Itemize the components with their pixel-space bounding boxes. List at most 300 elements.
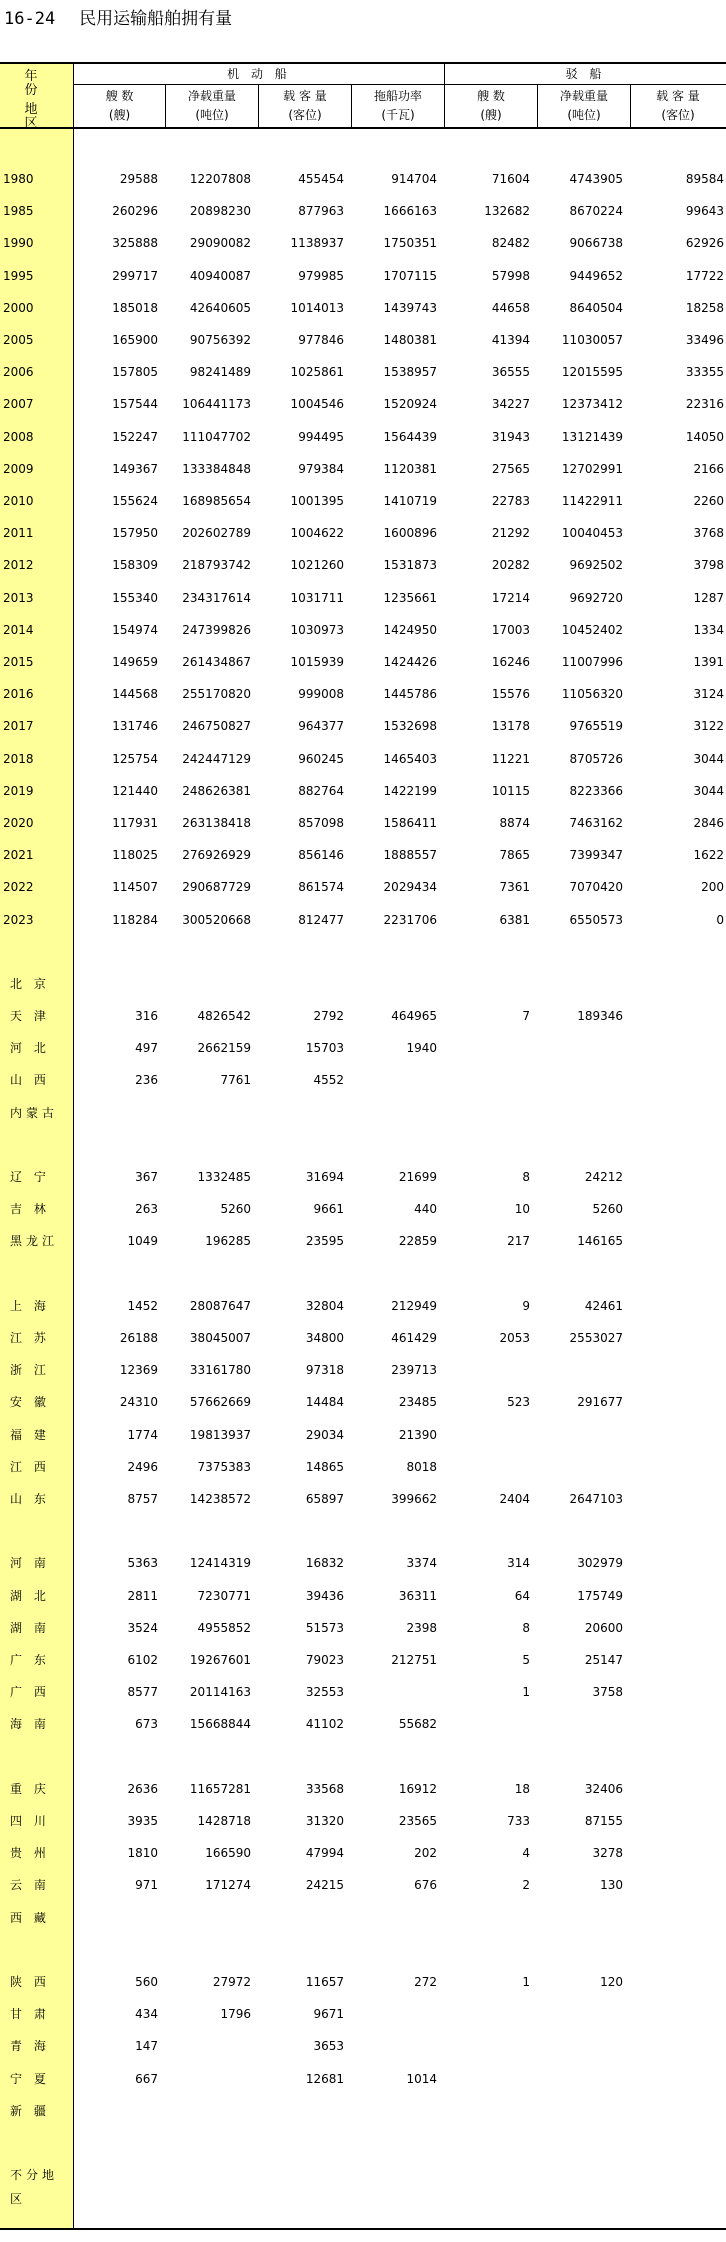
table-cell: 325888: [112, 236, 158, 250]
table-row: [0, 1165, 726, 1189]
table-cell: 1538957: [383, 365, 437, 379]
table-row: [0, 231, 726, 255]
table-cell: 97318: [305, 1363, 344, 1377]
table-cell: 1138937: [290, 236, 344, 250]
table-cell: 29034: [305, 1428, 344, 1442]
table-cell: 175749: [577, 1589, 623, 1603]
table-cell: 165900: [112, 333, 158, 347]
column-header-unit: (客位): [661, 108, 695, 122]
table-row: [0, 618, 726, 642]
table-cell: 2398: [406, 1621, 437, 1635]
table-cell: 276926929: [182, 848, 251, 862]
table-cell: 1014: [406, 2072, 437, 2086]
table-cell: 523: [507, 1395, 530, 1409]
table-cell: 999008: [298, 687, 344, 701]
table-cell: 154974: [112, 623, 158, 637]
table-cell: 9692720: [569, 591, 623, 605]
table-cell: 2792: [313, 1009, 344, 1023]
table-cell: 42461: [584, 1299, 623, 1313]
table-cell: 7361: [499, 880, 530, 894]
table-cell: 1015939: [290, 655, 344, 669]
table-row: [0, 199, 726, 223]
table-cell: 3653: [313, 2039, 344, 2053]
table-cell: 1796: [220, 2007, 251, 2021]
table-cell: 2553027: [569, 1331, 623, 1345]
table-top-border: [0, 62, 726, 64]
stub-header-region: 地 区: [24, 102, 52, 131]
column-header-name: 净载重量: [187, 89, 236, 103]
table-cell: 3374: [406, 1556, 437, 1570]
table-cell: 3758: [592, 1685, 623, 1699]
table-cell: 979985: [298, 269, 344, 283]
table-cell: 399662: [391, 1492, 437, 1506]
table-cell: 10115: [491, 784, 530, 798]
table-cell: 2662159: [197, 1041, 251, 1055]
table-cell: 2053: [499, 1331, 530, 1345]
row-label: 北 京: [10, 977, 50, 991]
row-label: 重 庆: [10, 1782, 50, 1796]
group-header-motor: 机 动 船: [227, 67, 291, 81]
row-label: 福 建: [10, 1428, 50, 1442]
table-cell: 21292: [491, 526, 530, 540]
table-cell: 20282: [491, 558, 530, 572]
row-label: 西 藏: [10, 1911, 50, 1925]
table-row: [0, 392, 726, 416]
table-cell: 255170820: [182, 687, 251, 701]
table-cell: 676: [414, 1878, 437, 1892]
table-cell: 118284: [112, 913, 158, 927]
table-cell: 6102: [127, 1653, 158, 1667]
table-cell: 120: [600, 1975, 623, 1989]
row-label: 1985: [3, 204, 34, 218]
table-cell: 149367: [112, 462, 158, 476]
table-cell: 1391: [693, 655, 724, 669]
table-cell: 1520924: [383, 397, 437, 411]
table-cell: 247399826: [182, 623, 251, 637]
row-label: 浙 江: [10, 1363, 50, 1377]
row-label: 天 津: [10, 1009, 50, 1023]
table-row: [0, 1712, 726, 1736]
table-cell: 34227: [491, 397, 530, 411]
row-label: 安 徽: [10, 1395, 50, 1409]
row-label: 山 东: [10, 1492, 50, 1506]
table-cell: 14484: [305, 1395, 344, 1409]
table-cell: 1531873: [383, 558, 437, 572]
table-cell: 118025: [112, 848, 158, 862]
table-cell: 19813937: [189, 1428, 251, 1442]
table-cell: 248626381: [182, 784, 251, 798]
row-label: 2000: [3, 301, 34, 315]
column-header-name: 净载重量: [559, 89, 608, 103]
table-cell: 461429: [391, 1331, 437, 1345]
table-cell: 464965: [391, 1009, 437, 1023]
table-cell: 3524: [127, 1621, 158, 1635]
table-cell: 979384: [298, 462, 344, 476]
column-header-name: 拖船功率: [373, 89, 422, 103]
table-cell: 39436: [305, 1589, 344, 1603]
table-cell: 11657281: [189, 1782, 251, 1796]
table-cell: 11657: [305, 1975, 344, 1989]
table-row: [0, 2002, 726, 2026]
table-row: [0, 167, 726, 191]
table-cell: 12373412: [561, 397, 623, 411]
table-cell: 168985654: [182, 494, 251, 508]
table-cell: 31943: [491, 430, 530, 444]
table-cell: 7230771: [197, 1589, 251, 1603]
table-row: [0, 2163, 726, 2206]
table-cell: 114507: [112, 880, 158, 894]
table-cell: 12681: [305, 2072, 344, 2086]
table-cell: 82482: [491, 236, 530, 250]
table-cell: 38045007: [189, 1331, 251, 1345]
table-cell: 111047702: [182, 430, 251, 444]
table-cell: 10: [514, 1202, 530, 1216]
table-cell: 17214: [491, 591, 530, 605]
table-cell: 8670224: [569, 204, 623, 218]
table-cell: 8757: [127, 1492, 158, 1506]
table-cell: 1334: [693, 623, 724, 637]
table-cell: 36311: [398, 1589, 437, 1603]
table-cell: 7399347: [569, 848, 623, 862]
table-cell: 8018: [406, 1460, 437, 1474]
table-cell: 1004622: [290, 526, 344, 540]
table-cell: 32804: [305, 1299, 344, 1313]
table-cell: 132682: [484, 204, 530, 218]
column-header-name: 艘 数: [477, 89, 505, 103]
table-cell: 21390: [398, 1428, 437, 1442]
table-cell: 12414319: [189, 1556, 251, 1570]
table-row: [0, 296, 726, 320]
table-cell: 185018: [112, 301, 158, 315]
table-cell: 40940087: [189, 269, 251, 283]
table-cell: 3935: [127, 1814, 158, 1828]
table-cell: 3278: [592, 1846, 623, 1860]
table-cell: 158309: [112, 558, 158, 572]
table-cell: 15576: [491, 687, 530, 701]
table-cell: 914704: [391, 172, 437, 186]
table-cell: 157950: [112, 526, 158, 540]
table-cell: 2029434: [383, 880, 437, 894]
table-cell: 15668844: [189, 1717, 251, 1731]
table-cell: 1666163: [383, 204, 437, 218]
table-cell: 71604: [491, 172, 530, 186]
table-cell: 2496: [127, 1460, 158, 1474]
table-cell: 79023: [305, 1653, 344, 1667]
table-cell: 20114163: [189, 1685, 251, 1699]
table-cell: 55682: [398, 1717, 437, 1731]
table-row: [0, 521, 726, 545]
column-header-unit: (千瓦): [381, 108, 415, 122]
row-label: 1980: [3, 172, 34, 186]
row-label: 2017: [3, 719, 34, 733]
table-cell: 152247: [112, 430, 158, 444]
table-cell: 9661: [313, 1202, 344, 1216]
table-cell: 1480381: [383, 333, 437, 347]
group-header-barge: 驳 船: [565, 67, 606, 81]
table-cell: 4826542: [197, 1009, 251, 1023]
table-row: [0, 1809, 726, 1833]
table-cell: 1120381: [383, 462, 437, 476]
table-row: [0, 972, 726, 996]
table-cell: 13121439: [561, 430, 623, 444]
table-row: [0, 1197, 726, 1221]
row-label: 湖 南: [10, 1621, 50, 1635]
table-cell: 316: [135, 1009, 158, 1023]
table-cell: 33355: [685, 365, 724, 379]
table-cell: 1774: [127, 1428, 158, 1442]
row-label: 2011: [3, 526, 34, 540]
table-cell: 2260: [693, 494, 724, 508]
table-number: 16-24: [4, 9, 56, 29]
table-row: [0, 1036, 726, 1060]
table-cell: 12207808: [189, 172, 251, 186]
table-cell: 1410719: [383, 494, 437, 508]
table-row: [0, 2067, 726, 2091]
table-cell: 166590: [205, 1846, 251, 1860]
table-cell: 1750351: [383, 236, 437, 250]
table-row: [0, 360, 726, 384]
table-cell: 8705726: [569, 752, 623, 766]
header-bottom-border: [0, 127, 726, 129]
table-cell: 4955852: [197, 1621, 251, 1635]
table-row: [0, 1101, 726, 1125]
table-cell: 1422199: [383, 784, 437, 798]
table-cell: 16246: [491, 655, 530, 669]
column-header-name: 载 客 量: [283, 89, 327, 103]
table-row: [0, 1906, 726, 1930]
table-cell: 22859: [398, 1234, 437, 1248]
table-cell: 5: [522, 1653, 530, 1667]
table-cell: 560: [135, 1975, 158, 1989]
table-cell: 272: [414, 1975, 437, 1989]
table-row: [0, 2034, 726, 2058]
table-cell: 9671: [313, 2007, 344, 2021]
table-cell: 857098: [298, 816, 344, 830]
table-cell: 856146: [298, 848, 344, 862]
row-label: 2012: [3, 558, 34, 572]
table-cell: 1707115: [383, 269, 437, 283]
table-row: [0, 1358, 726, 1382]
table-row: [0, 1004, 726, 1028]
table-cell: 1888557: [383, 848, 437, 862]
table-cell: 7463162: [569, 816, 623, 830]
table-cell: 16912: [398, 1782, 437, 1796]
table-cell: 171274: [205, 1878, 251, 1892]
table-cell: 667: [135, 2072, 158, 2086]
table-cell: 882764: [298, 784, 344, 798]
row-label: 青 海: [10, 2039, 50, 2053]
stub-header-year: 年 份: [24, 69, 52, 98]
row-label: 2018: [3, 752, 34, 766]
table-cell: 196285: [205, 1234, 251, 1248]
table-cell: 2404: [499, 1492, 530, 1506]
table-cell: 8: [522, 1621, 530, 1635]
table-cell: 1025861: [290, 365, 344, 379]
table-row: [0, 714, 726, 738]
table-cell: 964377: [298, 719, 344, 733]
table-cell: 877963: [298, 204, 344, 218]
table-row: [0, 1068, 726, 1092]
table-cell: 202: [414, 1846, 437, 1860]
table-cell: 8874: [499, 816, 530, 830]
table-cell: 11422911: [561, 494, 623, 508]
table-cell: 6381: [499, 913, 530, 927]
table-cell: 217: [507, 1234, 530, 1248]
table-cell: 1235661: [383, 591, 437, 605]
table-cell: 117931: [112, 816, 158, 830]
table-cell: 41102: [305, 1717, 344, 1731]
table-row: [0, 747, 726, 771]
table-cell: 1445786: [383, 687, 437, 701]
table-cell: 2: [522, 1878, 530, 1892]
table-cell: 133384848: [182, 462, 251, 476]
table-cell: 1004546: [290, 397, 344, 411]
table-cell: 87155: [584, 1814, 623, 1828]
table-cell: 236: [135, 1073, 158, 1087]
row-label: 广 西: [10, 1685, 50, 1699]
stub-divider: [73, 64, 74, 2228]
table-cell: 2636: [127, 1782, 158, 1796]
table-row: [0, 1873, 726, 1897]
table-cell: 2231706: [383, 913, 437, 927]
table-row: [0, 1455, 726, 1479]
table-row: [0, 264, 726, 288]
table-cell: 263: [135, 1202, 158, 1216]
page-title: [4, 4, 232, 29]
table-cell: 2166: [693, 462, 724, 476]
table-cell: 125754: [112, 752, 158, 766]
row-label: 辽 宁: [10, 1170, 50, 1184]
table-cell: 149659: [112, 655, 158, 669]
column-header-unit: (艘): [480, 108, 502, 122]
table-cell: 4552: [313, 1073, 344, 1087]
table-cell: 200: [701, 880, 724, 894]
table-row: [0, 1841, 726, 1865]
column-header-unit: (吨位): [195, 108, 229, 122]
table-row: [0, 2099, 726, 2123]
table-cell: 51573: [305, 1621, 344, 1635]
table-cell: 3044: [693, 784, 724, 798]
table-cell: 1600896: [383, 526, 437, 540]
table-cell: 8640504: [569, 301, 623, 315]
table-cell: 10452402: [561, 623, 623, 637]
table-row: [0, 1616, 726, 1640]
row-label: 不分地区: [10, 2168, 59, 2206]
table-cell: 9066738: [569, 236, 623, 250]
table-cell: 1014013: [290, 301, 344, 315]
table-row: [0, 1584, 726, 1608]
table-cell: 4: [522, 1846, 530, 1860]
table-cell: 299717: [112, 269, 158, 283]
table-cell: 41394: [491, 333, 530, 347]
table-title: 民用运输船舶拥有量: [79, 9, 233, 29]
row-label: 2022: [3, 880, 34, 894]
table-cell: 497: [135, 1041, 158, 1055]
table-cell: 1428718: [197, 1814, 251, 1828]
table-cell: 9: [522, 1299, 530, 1313]
table-row: [0, 553, 726, 577]
header-group-rule: [73, 84, 726, 85]
row-label: 黑龙江: [10, 1234, 59, 1248]
table-cell: 3798: [693, 558, 724, 572]
row-label: 2019: [3, 784, 34, 798]
row-label: 2009: [3, 462, 34, 476]
row-label: 2015: [3, 655, 34, 669]
table-cell: 1586411: [383, 816, 437, 830]
table-cell: 1030973: [290, 623, 344, 637]
table-row: [0, 1648, 726, 1672]
table-bottom-border: [0, 2228, 726, 2230]
table-cell: 24215: [305, 1878, 344, 1892]
table-cell: 28087647: [189, 1299, 251, 1313]
table-cell: 8223366: [569, 784, 623, 798]
table-cell: 300520668: [182, 913, 251, 927]
row-label: 甘 肃: [10, 2007, 50, 2021]
table-cell: 131746: [112, 719, 158, 733]
table-cell: 1031711: [290, 591, 344, 605]
column-header-unit: (吨位): [567, 108, 601, 122]
table-cell: 20898230: [189, 204, 251, 218]
table-cell: 12369: [119, 1363, 158, 1377]
table-row: [0, 843, 726, 867]
table-cell: 24212: [584, 1170, 623, 1184]
table-cell: 47994: [305, 1846, 344, 1860]
row-label: 2016: [3, 687, 34, 701]
table-cell: 99643: [685, 204, 724, 218]
row-label: 上 海: [10, 1299, 50, 1313]
row-label: 广 东: [10, 1653, 50, 1667]
row-label: 湖 北: [10, 1589, 50, 1603]
table-cell: 367: [135, 1170, 158, 1184]
table-cell: 7865: [499, 848, 530, 862]
table-row: [0, 650, 726, 674]
table-row: [0, 1326, 726, 1350]
table-cell: 861574: [298, 880, 344, 894]
table-cell: 10040453: [561, 526, 623, 540]
table-cell: 57662669: [189, 1395, 251, 1409]
table-cell: 33496: [685, 333, 724, 347]
table-cell: 302979: [577, 1556, 623, 1570]
table-cell: 1287: [693, 591, 724, 605]
table-cell: 8: [522, 1170, 530, 1184]
table-cell: 977846: [298, 333, 344, 347]
row-label: 陕 西: [10, 1975, 50, 1989]
table-cell: 1439743: [383, 301, 437, 315]
row-label: 新 疆: [10, 2104, 50, 2118]
table-cell: 17003: [491, 623, 530, 637]
row-label: 2020: [3, 816, 34, 830]
table-cell: 1332485: [197, 1170, 251, 1184]
table-row: [0, 1423, 726, 1447]
table-cell: 26188: [119, 1331, 158, 1345]
table-cell: 155624: [112, 494, 158, 508]
table-cell: 3124: [693, 687, 724, 701]
table-cell: 212949: [391, 1299, 437, 1313]
table-cell: 11221: [491, 752, 530, 766]
table-cell: 19267601: [189, 1653, 251, 1667]
row-label: 江 苏: [10, 1331, 50, 1345]
row-label: 山 西: [10, 1073, 50, 1087]
table-row: [0, 586, 726, 610]
table-cell: 25147: [584, 1653, 623, 1667]
table-cell: 5363: [127, 1556, 158, 1570]
table-cell: 1465403: [383, 752, 437, 766]
table-cell: 90756392: [189, 333, 251, 347]
table-cell: 3122: [693, 719, 724, 733]
table-cell: 1452: [127, 1299, 158, 1313]
table-cell: 440: [414, 1202, 437, 1216]
table-cell: 8577: [127, 1685, 158, 1699]
